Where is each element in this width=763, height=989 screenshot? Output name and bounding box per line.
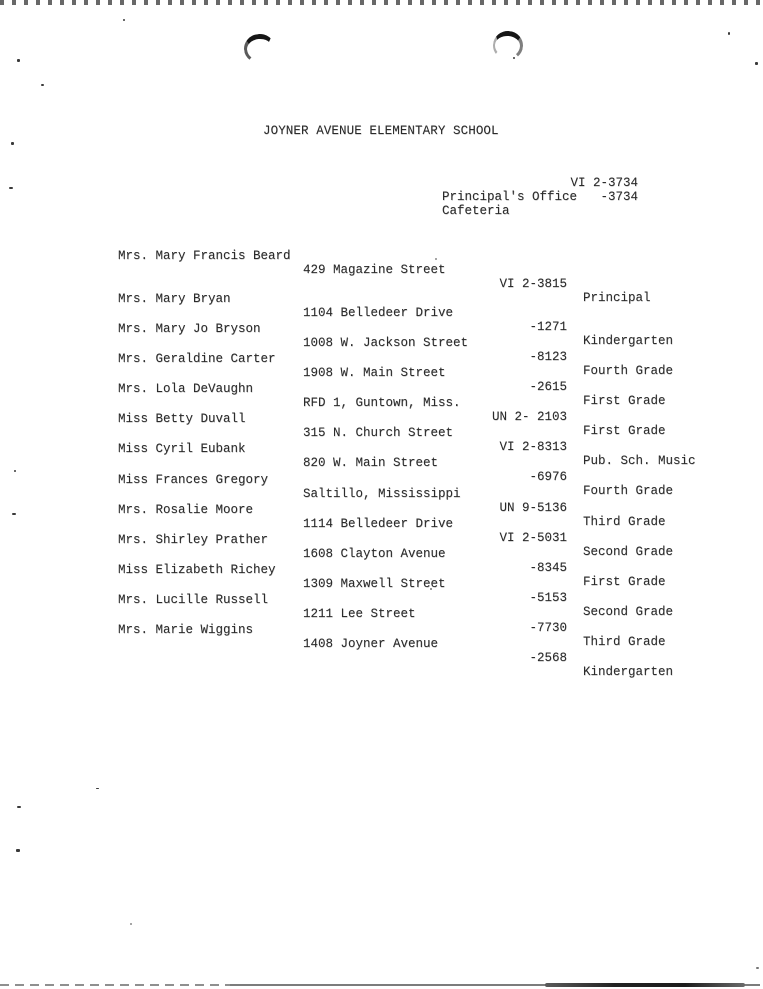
teacher-grade: First Grade xyxy=(583,424,666,438)
teacher-phone: -2568 xyxy=(529,651,567,665)
teacher-name: Mrs. Lucille Russell xyxy=(118,593,269,607)
teacher-grade: Pub. Sch. Music xyxy=(583,454,696,468)
scan-speck xyxy=(123,19,125,21)
teacher-grade: Second Grade xyxy=(583,545,674,559)
teacher-name: Mrs. Rosalie Moore xyxy=(118,503,254,517)
teacher-address: 1608 Clayton Avenue xyxy=(303,547,446,561)
teacher-address: 1008 W. Jackson Street xyxy=(303,336,469,350)
teacher-name: Miss Frances Gregory xyxy=(118,473,269,487)
teacher-grade: Fourth Grade xyxy=(583,364,674,378)
scan-speck xyxy=(96,788,99,789)
teacher-name: Mrs. Shirley Prather xyxy=(118,533,269,547)
teacher-phone: VI 2-3815 xyxy=(499,277,567,291)
page-title: JOYNER AVENUE ELEMENTARY SCHOOL xyxy=(263,124,499,138)
teacher-name: Mrs. Mary Jo Bryson xyxy=(118,322,261,336)
contact-phone: -3734 xyxy=(600,190,638,204)
teacher-name: Mrs. Lola DeVaughn xyxy=(118,382,254,396)
perforated-top-edge xyxy=(0,0,763,5)
scan-speck xyxy=(435,258,437,260)
teacher-phone: -8123 xyxy=(529,350,567,364)
teacher-name: Miss Elizabeth Richey xyxy=(118,563,276,577)
teacher-grade: First Grade xyxy=(583,575,666,589)
scan-speck xyxy=(16,849,20,852)
scan-speck xyxy=(513,57,515,59)
teacher-address: 1104 Belledeer Drive xyxy=(303,306,454,320)
teacher-grade: Third Grade xyxy=(583,515,666,529)
contact-phone: VI 2-3734 xyxy=(570,176,638,190)
teacher-grade: Fourth Grade xyxy=(583,484,674,498)
teacher-address: 429 Magazine Street xyxy=(303,263,446,277)
scan-speck xyxy=(756,967,759,969)
scan-speck xyxy=(41,84,44,86)
scan-bottom-edge xyxy=(545,983,745,987)
scan-speck xyxy=(755,62,758,65)
scan-speck xyxy=(11,142,14,145)
teacher-name: Mrs. Marie Wiggins xyxy=(118,623,254,637)
scan-speck xyxy=(130,923,132,925)
teacher-grade: Principal xyxy=(583,291,651,305)
teacher-grade: Third Grade xyxy=(583,635,666,649)
teacher-phone: -5153 xyxy=(529,591,567,605)
teacher-phone: -1271 xyxy=(529,320,567,334)
teacher-address: 1408 Joyner Avenue xyxy=(303,637,439,651)
teacher-phone: VI 2-8313 xyxy=(499,440,567,454)
teacher-name: Mrs. Geraldine Carter xyxy=(118,352,276,366)
teacher-phone: -6976 xyxy=(529,470,567,484)
teacher-phone: -8345 xyxy=(529,561,567,575)
teacher-phone: -7730 xyxy=(529,621,567,635)
teacher-name: Mrs. Mary Francis Beard xyxy=(118,249,291,263)
teacher-name: Mrs. Mary Bryan xyxy=(118,292,231,306)
teacher-phone: UN 2- 2103 xyxy=(491,410,567,424)
teacher-phone: -2615 xyxy=(529,380,567,394)
teacher-grade: Second Grade xyxy=(583,605,674,619)
teacher-address: 820 W. Main Street xyxy=(303,456,439,470)
teacher-name: Miss Cyril Eubank xyxy=(118,442,246,456)
teacher-grade: Kindergarten xyxy=(583,665,674,679)
teacher-grade: Kindergarten xyxy=(583,334,674,348)
scan-speck xyxy=(728,32,730,35)
teacher-name: Miss Betty Duvall xyxy=(118,412,246,426)
scan-speck xyxy=(17,59,20,62)
punch-hole-arc-icon xyxy=(492,30,524,61)
contact-label: Principal's Office xyxy=(442,190,578,204)
contact-label: Cafeteria xyxy=(442,204,510,218)
punch-hole-arc-icon xyxy=(243,32,277,64)
teacher-address: Saltillo, Mississippi xyxy=(303,487,461,501)
teacher-address: 315 N. Church Street xyxy=(303,426,454,440)
scan-speck xyxy=(17,806,21,808)
teacher-grade: First Grade xyxy=(583,394,666,408)
teacher-address: RFD 1, Guntown, Miss. xyxy=(303,396,461,410)
teacher-address: 1908 W. Main Street xyxy=(303,366,446,380)
teacher-phone: VI 2-5031 xyxy=(499,531,567,545)
teacher-address: 1114 Belledeer Drive xyxy=(303,517,454,531)
teacher-address: 1309 Maxwell Street xyxy=(303,577,446,591)
teacher-address: 1211 Lee Street xyxy=(303,607,416,621)
scan-speck xyxy=(9,187,13,189)
teacher-phone: UN 9-5136 xyxy=(499,501,567,515)
